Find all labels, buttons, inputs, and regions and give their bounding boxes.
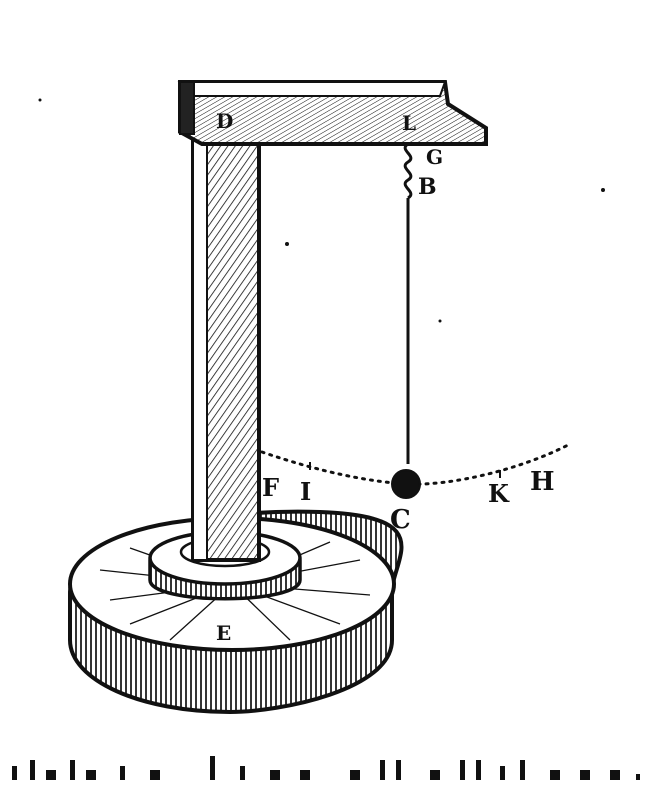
label-l: L [402,111,417,135]
label-k: K [488,479,509,508]
label-h: H [530,467,555,497]
suspension-hook [405,144,411,198]
vertical-column [193,132,259,560]
label-c: C [390,505,411,535]
label-g: G [426,145,444,169]
cropped-text-line [0,752,657,785]
label-e: E [216,621,232,645]
pendulum-bob [392,470,420,498]
label-b: B [418,174,437,200]
label-i: I [300,477,312,506]
label-d: D [216,109,234,133]
label-f: F [262,473,280,502]
